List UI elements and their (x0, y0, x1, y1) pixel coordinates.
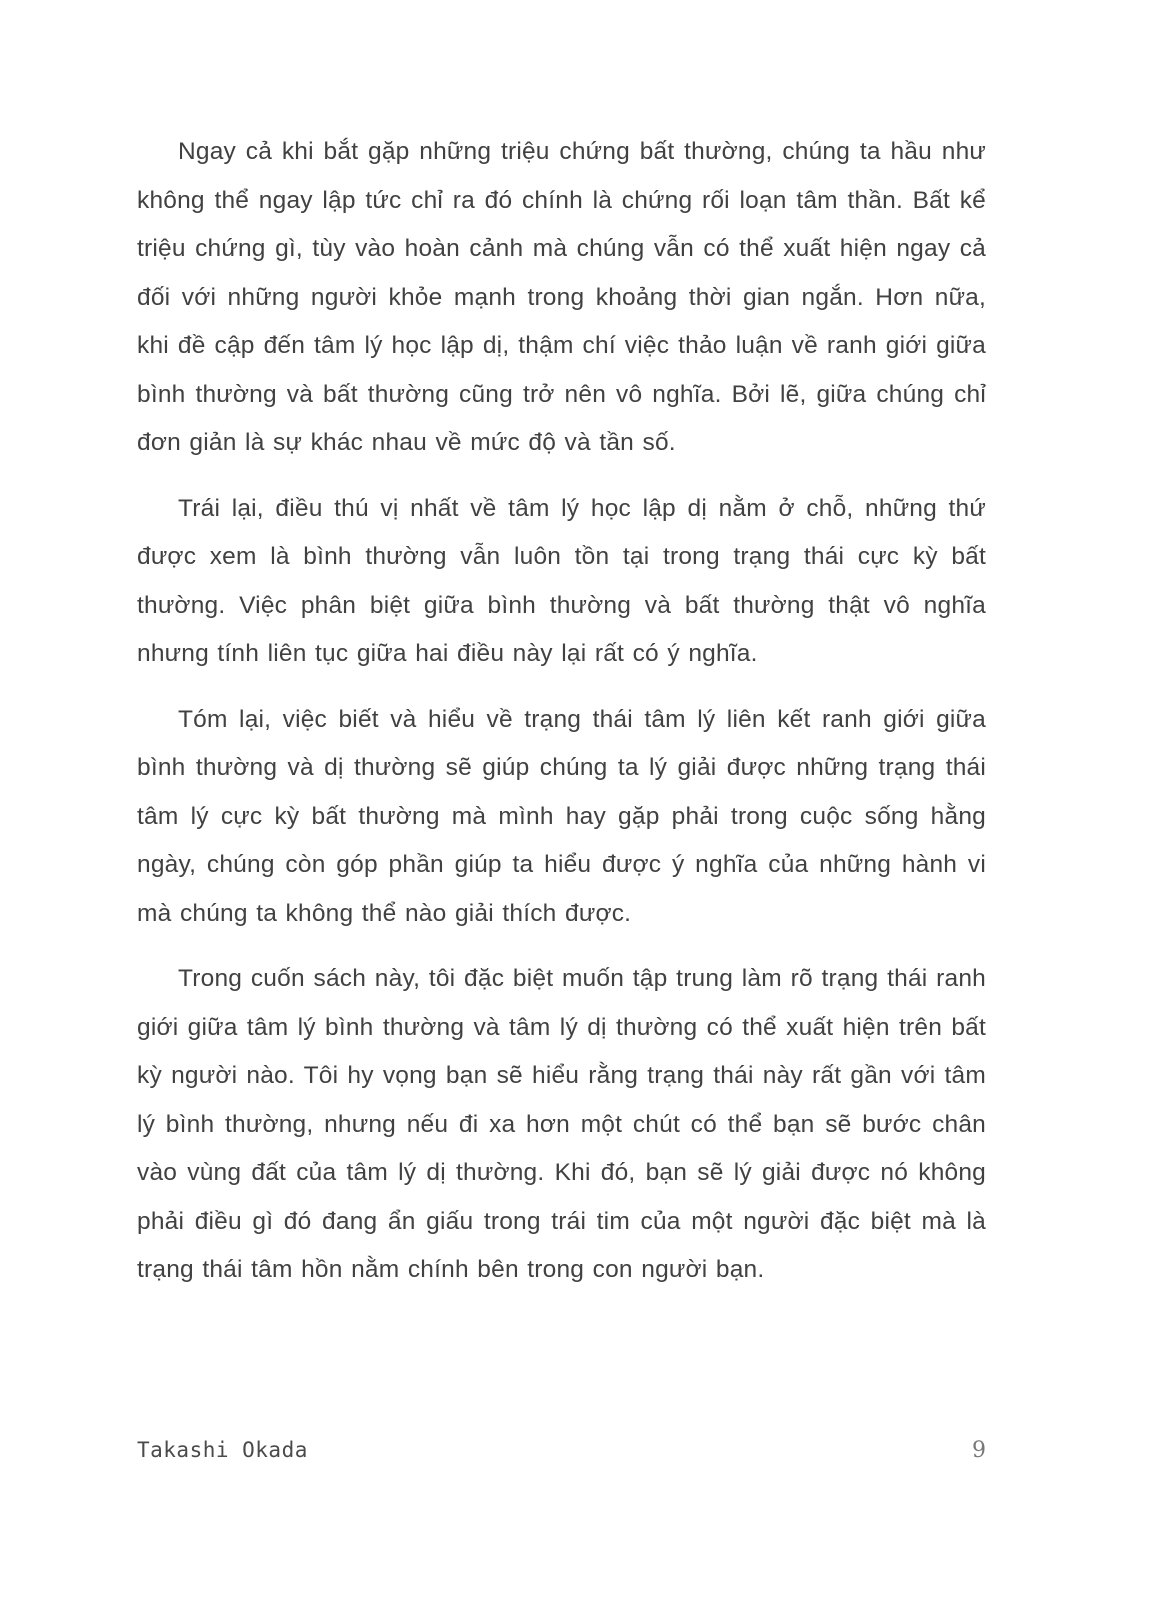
page-body (137, 128, 986, 1295)
paragraph-1: Ngay cả khi bắt gặp những triệu chứng bất thường, chúng ta hầu như không thể ngay lập tức chỉ ra đó chính là chứng rối loạn tâm thần. Bất kể triệu chứng gì, tùy vào hoàn cảnh mà chúng vẫn có thể xuất hiện ngay cả đối với những người khỏe mạnh trong khoảng thời gian ngắn. Hơn nữa, khi đề cập đến tâm lý học lập dị, thậm chí việc thảo luận về ranh giới giữa bình thường và bất thường cũng trở nên vô nghĩa. Bởi lẽ, giữa chúng chỉ đơn giản là sự khác nhau về mức độ và tần số. (137, 138, 986, 456)
paragraph-4: Trong cuốn sách này, tôi đặc biệt muốn tập trung làm rõ trạng thái ranh giới giữa tâm lý bình thường và tâm lý dị thường có thể xuất hiện trên bất kỳ người nào. Tôi hy vọng bạn sẽ hiểu rằng trạng thái này rất gần với tâm lý bình thường, nhưng nếu đi xa hơn một chút có thể bạn sẽ bước chân vào vùng đất của tâm lý dị thường. Khi đó, bạn sẽ lý giải được nó không phải điều gì đó đang ẩn giấu trong trái tim của một người đặc biệt mà là trạng thái tâm hồn nằm chính bên trong con người bạn. (137, 965, 986, 1283)
paragraph-2: Trái lại, điều thú vị nhất về tâm lý học lập dị nằm ở chỗ, những thứ được xem là bình thường vẫn luôn tồn tại trong trạng thái cực kỳ bất thường. Việc phân biệt giữa bình thường và bất thường thật vô nghĩa nhưng tính liên tục giữa hai điều này lại rất có ý nghĩa. (137, 494, 986, 667)
footer-author-name: Takashi Okada (137, 1438, 308, 1462)
page-number: 9 (972, 1438, 986, 1463)
paragraph-3: Tóm lại, việc biết và hiểu về trạng thái tâm lý liên kết ranh giới giữa bình thường và dị thường sẽ giúp chúng ta lý giải được những trạng thái tâm lý cực kỳ bất thường mà mình hay gặp phải trong cuộc sống hằng ngày, chúng còn góp phần giúp ta hiểu được ý nghĩa của những hành vi mà chúng ta không thể nào giải thích được. (137, 705, 986, 927)
page-footer (137, 1438, 986, 1463)
